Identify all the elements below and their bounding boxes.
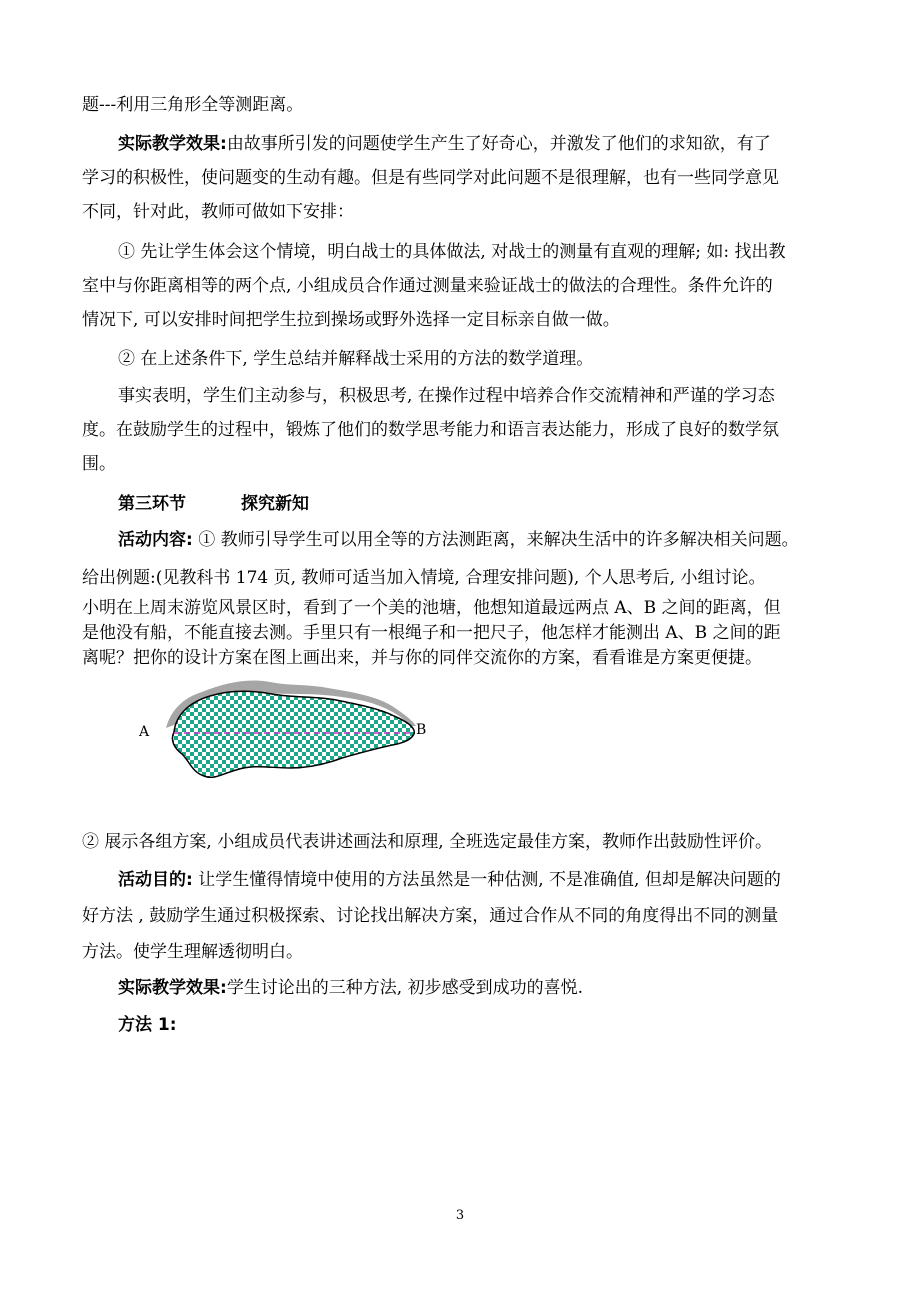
- text-line: 室中与你距离相等的两个点, 小组成员合作通过测量来验证战士的做法的合理性。条件允许的: [82, 276, 773, 296]
- text-line: [118, 977, 583, 999]
- method-heading: 方法 1:: [118, 1015, 177, 1035]
- point-a-label: A: [139, 724, 150, 740]
- text-line: 题---利用三角形全等测距离。: [82, 95, 304, 115]
- text-line: 是他没有船，不能直接去测。手里只有一根绳子和一把尺子，他怎样才能测出 A、B 之间的距: [82, 623, 781, 643]
- text-line: 度。在鼓励学生的过程中，锻炼了他们的数学思考能力和语言表达能力，形成了良好的数学氛: [82, 420, 779, 440]
- text-line: ② 展示各组方案, 小组成员代表讲述画法和原理, 全班选定最佳方案，教师作出鼓励性评价。: [82, 832, 773, 852]
- text-line: 离呢？把你的设计方案在图上画出来，并与你的同伴交流你的方案，看看谁是方案更便捷。: [82, 648, 762, 668]
- text-line: 情况下, 可以安排时间把学生拉到操场或野外选择一定目标亲自做一做。: [82, 310, 620, 330]
- text-line: 方法。使学生理解透彻明白。: [82, 942, 303, 962]
- page-number: 3: [455, 1208, 465, 1223]
- point-b-label: B: [416, 722, 427, 738]
- text-line: 围。: [82, 454, 116, 474]
- paragraph-text: 由故事所引发的问题使学生产生了好奇心，并激发了他们的求知欲，有了: [226, 134, 771, 154]
- pond-figure: [130, 672, 450, 788]
- section-title: 探究新知: [241, 494, 309, 514]
- text-line: [118, 133, 771, 155]
- label-activity-content: 活动内容:: [118, 530, 193, 550]
- text-line: 事实表明，学生们主动参与，积极思考, 在操作过程中培养合作交流精神和严谨的学习态: [118, 386, 775, 406]
- label-activity-goal: 活动目的:: [118, 870, 193, 890]
- paragraph-text: 让学生懂得情境中使用的方法虽然是一种估测, 不是准确值, 但却是解决问题的: [198, 870, 781, 890]
- text-line: [118, 529, 799, 551]
- text-line: 小明在上周末游览风景区时，看到了一个美的池塘，他想知道最远两点 A、B 之间的距离，但: [82, 598, 781, 618]
- label-effect: 实际教学效果:: [118, 978, 227, 998]
- paragraph-text: ① 教师引导学生可以用全等的方法测距离，来解决生活中的许多解决相关问题。: [198, 530, 799, 550]
- section-heading: 第三环节: [118, 494, 186, 514]
- label-effect: 实际教学效果:: [118, 134, 227, 154]
- text-line: 给出例题:(见教科书 174 页, 教师可适当加入情境, 合理安排问题), 个人思考后, 小组讨论。: [82, 568, 766, 588]
- paragraph-text: 学生讨论出的三种方法, 初步感受到成功的喜悦.: [226, 978, 584, 998]
- text-line: ② 在上述条件下, 学生总结并解释战士采用的方法的数学道理。: [118, 349, 594, 369]
- text-line: 学习的积极性，使问题变的生动有趣。但是有些同学对此问题不是很理解，也有一些同学意见: [82, 168, 779, 188]
- text-line: [118, 869, 781, 891]
- text-line: 好方法 , 鼓励学生通过积极探索、讨论找出解决方案，通过合作从不同的角度得出不同的测量: [82, 906, 779, 926]
- text-line: ① 先让学生体会这个情境，明白战士的具体做法, 对战士的测量有直观的理解; 如: 找出教: [118, 242, 786, 262]
- text-line: 不同，针对此，教师可做如下安排：: [82, 202, 354, 222]
